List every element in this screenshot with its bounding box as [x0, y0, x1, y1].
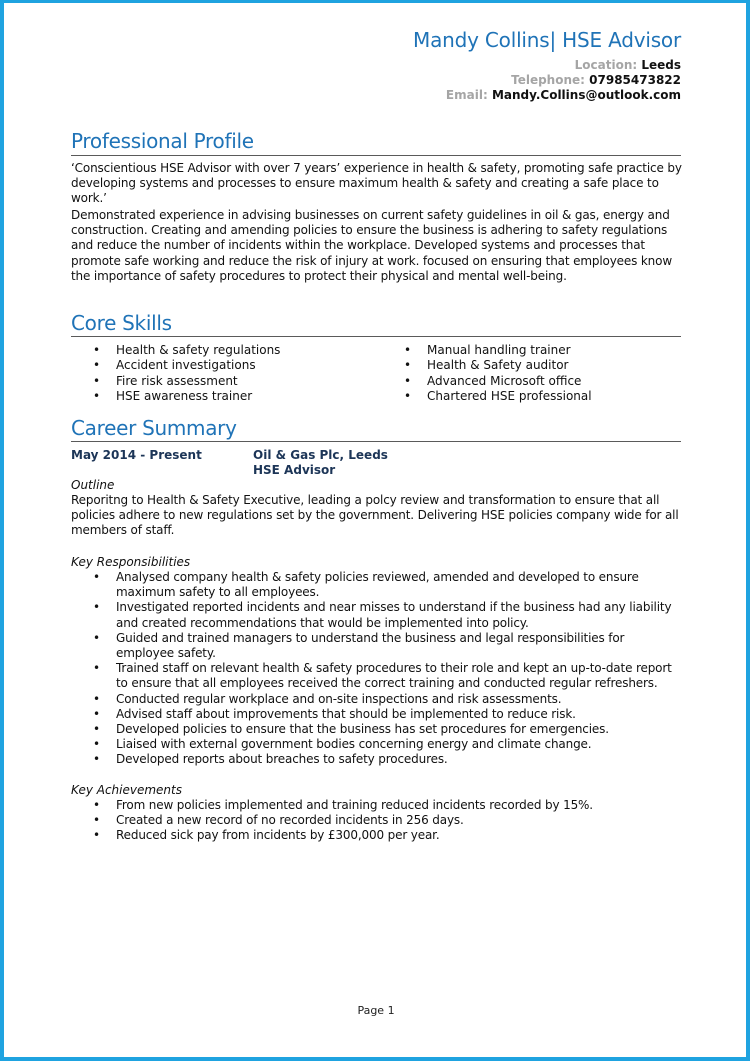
job-dates: May 2014 - Present: [71, 448, 202, 462]
bullet-icon: •: [93, 828, 100, 843]
achievement-text: Reduced sick pay from incidents by £300,000 per year.: [116, 828, 440, 843]
responsibility-text: Developed reports about breaches to safety procedures.: [116, 752, 448, 767]
bullet-icon: •: [93, 813, 100, 828]
achievement-text: Created a new record of no recorded incidents in 256 days.: [116, 813, 464, 828]
outline-label: Outline: [71, 478, 115, 492]
bullet-icon: •: [93, 343, 101, 357]
responsibility-item: [71, 722, 683, 737]
skill-item: [382, 358, 592, 373]
section-divider: [71, 336, 681, 337]
bullet-icon: •: [93, 600, 100, 615]
achievement-item: [71, 828, 683, 843]
responsibility-item: [71, 692, 683, 707]
skill-item: [382, 343, 592, 358]
bullet-icon: •: [93, 798, 100, 812]
responsibilities-label: Key Responsibilities: [71, 555, 191, 569]
job-role: HSE Advisor: [253, 463, 336, 477]
responsibility-text: Analysed company health & safety policies reviewed, amended and developed to ensure maximum safety to all employees.: [116, 570, 639, 600]
bullet-icon: •: [93, 737, 100, 752]
skills-column-right: [382, 343, 592, 404]
skill-label: Advanced Microsoft office: [427, 373, 582, 388]
skill-label: HSE awareness trainer: [116, 388, 253, 403]
bullet-icon: •: [93, 661, 100, 676]
responsibility-item: [71, 661, 683, 691]
skill-item: [71, 374, 280, 389]
skill-label: Health & Safety auditor: [427, 358, 569, 373]
skill-label: Health & safety regulations: [116, 343, 281, 357]
section-title-skills: Core Skills: [71, 311, 172, 335]
bullet-icon: •: [93, 570, 100, 584]
achievements-label: Key Achievements: [71, 783, 182, 797]
profile-body: Demonstrated experience in advising businesses on current safety guidelines in oil & gas, energy and construction. Creating and amending policies to ensure the business is adhering to safety regulations and reduce the number of incidents within the workplace. Developed systems and processes that promote safe working and reduce the risk of injury at work. focused on ensuring that employees know the importance of safety procedures to protect their physical and mental well-being.: [71, 208, 672, 283]
section-divider: [71, 155, 681, 156]
achievement-item: [71, 798, 683, 813]
job-company-name: Oil & Gas Plc, Leeds: [253, 448, 388, 462]
responsibility-text: Advised staff about improvements that should be implemented to reduce risk.: [116, 706, 576, 721]
skill-item: [71, 358, 280, 373]
bullet-icon: •: [93, 373, 101, 388]
skill-item: [71, 343, 280, 358]
skills-column-left: [71, 343, 280, 404]
achievement-text: From new policies implemented and training reduced incidents recorded by 15%.: [116, 798, 593, 812]
skill-label: Fire risk assessment: [116, 373, 238, 388]
responsibility-text: Trained staff on relevant health & safety procedures to their role and kept an up-to-date report to ensure that all employees received the correct training and conducted regular refreshers.: [116, 661, 672, 691]
bullet-icon: •: [93, 752, 100, 767]
bullet-icon: •: [93, 706, 100, 721]
contact-telephone: [511, 73, 681, 88]
section-divider: [71, 441, 681, 442]
skill-item: [382, 389, 592, 404]
responsibility-text: Guided and trained managers to understand the business and legal responsibilities for employee safety.: [116, 630, 625, 661]
section-title-career: Career Summary: [71, 416, 237, 440]
responsibility-item: [71, 707, 683, 722]
page-number: Page 1: [357, 1004, 395, 1017]
responsibilities-list: [71, 570, 683, 768]
contact-value[interactable]: Mandy.Collins@outlook.com: [491, 88, 681, 102]
contact-location: [575, 58, 681, 73]
contact-label: Email:: [445, 88, 492, 102]
bullet-icon: •: [93, 722, 100, 737]
responsibility-item: [71, 570, 683, 600]
job-outline: Reporitng to Health & Safety Executive, leading a polcy review and transformation to ensure that all policies adhere to new regulations set by the government. Delivering HSE policies company wide for all members of staff.: [71, 493, 679, 538]
achievements-list: [71, 798, 683, 844]
responsibility-item: [71, 752, 683, 767]
skill-label: Manual handling trainer: [427, 343, 571, 357]
skill-label: Accident investigations: [116, 358, 256, 373]
contact-label: Location:: [574, 58, 642, 72]
bullet-icon: •: [93, 691, 100, 706]
bullet-icon: •: [404, 373, 412, 388]
skill-item: [71, 389, 280, 404]
contact-value: Leeds: [641, 58, 681, 72]
contact-label: Telephone:: [511, 73, 590, 87]
bullet-icon: •: [93, 630, 100, 645]
skill-label: Chartered HSE professional: [427, 388, 592, 403]
bullet-icon: •: [93, 388, 101, 403]
candidate-name-title: Mandy Collins| HSE Advisor: [413, 28, 681, 52]
responsibility-text: Liaised with external government bodies concerning energy and climate change.: [116, 737, 592, 752]
bullet-icon: •: [404, 343, 412, 357]
bullet-icon: •: [404, 358, 412, 373]
achievement-item: [71, 813, 683, 828]
skill-item: [382, 374, 592, 389]
section-title-profile: Professional Profile: [71, 129, 254, 153]
contact-value: 07985473822: [589, 73, 681, 87]
responsibility-text: Conducted regular workplace and on-site inspections and risk assessments.: [116, 691, 562, 706]
profile-quote: ‘Conscientious HSE Advisor with over 7 years’ experience in health & safety, promoting safe practice by developing systems and processes to ensure maximum health & safety and creating a safe place to work.’: [71, 161, 682, 206]
responsibility-text: Developed policies to ensure that the business has set procedures for emergencies.: [116, 722, 609, 737]
responsibility-text: Investigated reported incidents and near misses to understand if the business had any liability and created recommendations that would be implemented into policy.: [116, 600, 672, 630]
bullet-icon: •: [93, 358, 101, 373]
job-company: [253, 448, 388, 478]
contact-email: [446, 88, 681, 103]
responsibility-item: [71, 600, 683, 630]
responsibility-item: [71, 737, 683, 752]
bullet-icon: •: [404, 388, 412, 403]
responsibility-item: [71, 631, 683, 661]
